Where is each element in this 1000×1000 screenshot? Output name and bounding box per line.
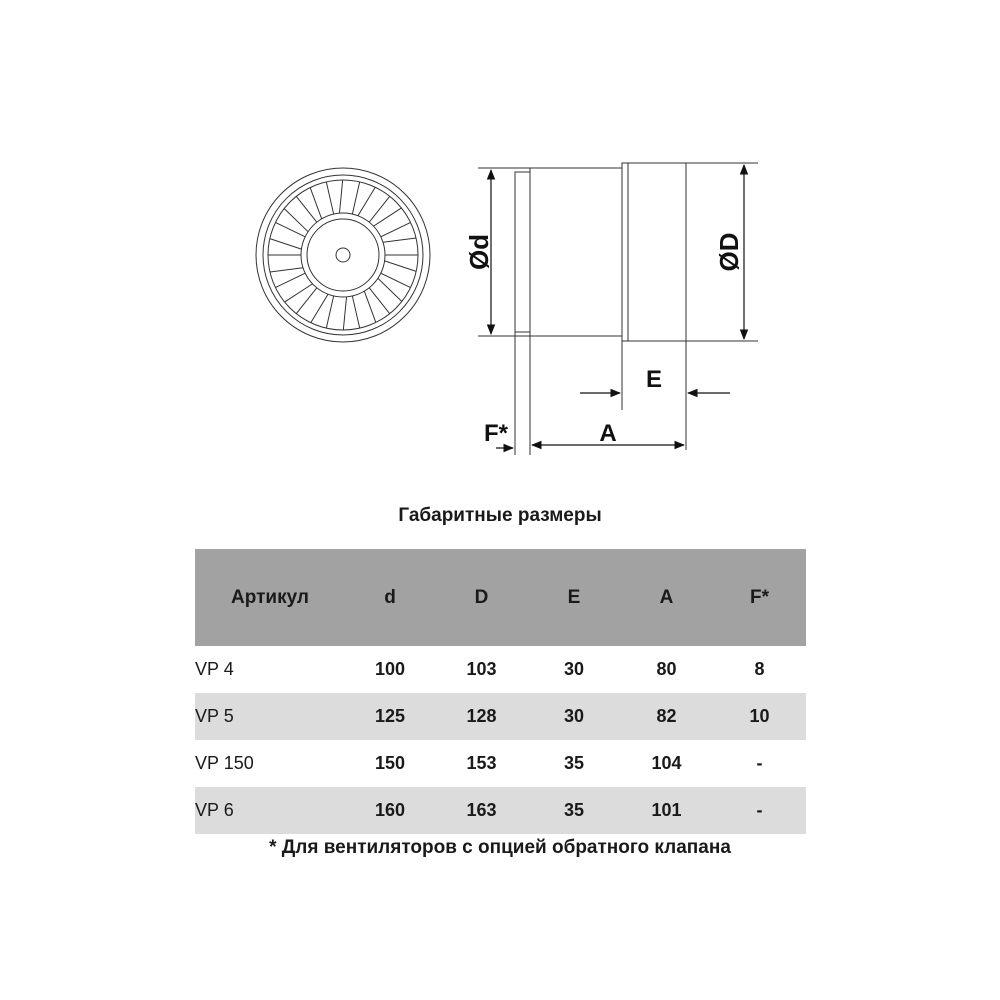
cell-A: 80 bbox=[656, 659, 677, 679]
cell-article: VP 6 bbox=[195, 800, 234, 820]
fan-blade bbox=[385, 255, 418, 271]
fan-blade bbox=[270, 268, 305, 288]
fan-blade bbox=[268, 239, 301, 255]
fan-blade bbox=[352, 182, 375, 216]
fan-blade bbox=[326, 180, 342, 214]
table-row bbox=[195, 693, 806, 740]
fan-blade bbox=[381, 222, 416, 242]
fan-blade bbox=[311, 294, 334, 328]
footnote: * Для вентиляторов с опцией обратного клапана bbox=[269, 837, 731, 858]
dimension-lines bbox=[491, 165, 744, 448]
table-row bbox=[195, 787, 806, 834]
table-row bbox=[195, 740, 806, 787]
cell-A: 104 bbox=[651, 753, 682, 773]
fan-blade bbox=[285, 284, 317, 314]
cell-E: 35 bbox=[563, 753, 585, 773]
fan-side-view bbox=[478, 163, 758, 455]
cell-E: 35 bbox=[563, 800, 585, 820]
fan-blade bbox=[378, 273, 411, 301]
dimension-label-E: E bbox=[645, 366, 663, 393]
table-title: Габаритные размеры bbox=[398, 505, 602, 526]
cell-A: 82 bbox=[656, 706, 677, 726]
cell-article: VP 4 bbox=[195, 659, 234, 679]
cell-article: VP 150 bbox=[195, 753, 254, 773]
cell-F: - bbox=[756, 753, 763, 773]
header-cell-A: A bbox=[659, 586, 674, 608]
header-cell-E: E bbox=[567, 586, 581, 608]
cell-D: 103 bbox=[466, 659, 497, 679]
dimension-label-A: A bbox=[599, 420, 617, 447]
header-cell-article: Артикул bbox=[231, 586, 309, 608]
table-header-row bbox=[195, 549, 806, 646]
cell-A: 101 bbox=[651, 800, 682, 820]
fan-blade bbox=[364, 288, 389, 323]
cell-d: 125 bbox=[374, 706, 406, 726]
dimensions-table bbox=[195, 549, 806, 834]
cell-D: 163 bbox=[466, 800, 497, 820]
fan-blade bbox=[296, 188, 321, 223]
cell-F: - bbox=[756, 800, 763, 820]
fan-blades bbox=[268, 180, 418, 330]
cell-F: 10 bbox=[749, 706, 770, 726]
cell-d: 160 bbox=[374, 800, 406, 820]
header-cell-d: d bbox=[384, 586, 396, 608]
fan-front-view bbox=[256, 168, 430, 342]
header-cell-F: F* bbox=[750, 586, 769, 608]
dimension-label-D: ØD bbox=[714, 232, 744, 272]
fan-blade bbox=[369, 196, 401, 226]
cell-E: 30 bbox=[563, 659, 585, 679]
cell-d: 100 bbox=[374, 659, 406, 679]
dimension-label-F: F* bbox=[484, 420, 508, 447]
table-row bbox=[195, 646, 806, 693]
fan-blade bbox=[275, 208, 308, 236]
cell-D: 153 bbox=[466, 753, 497, 773]
cell-d: 150 bbox=[374, 753, 406, 773]
cell-E: 30 bbox=[563, 706, 585, 726]
cell-article: VP 5 bbox=[195, 706, 234, 726]
dimension-label-d: Ød bbox=[464, 233, 494, 271]
cell-D: 128 bbox=[466, 706, 497, 726]
cell-F: 8 bbox=[754, 659, 765, 679]
fan-blade bbox=[343, 296, 359, 330]
fan-dimension-drawing bbox=[0, 0, 1000, 470]
header-cell-D: D bbox=[474, 586, 489, 608]
